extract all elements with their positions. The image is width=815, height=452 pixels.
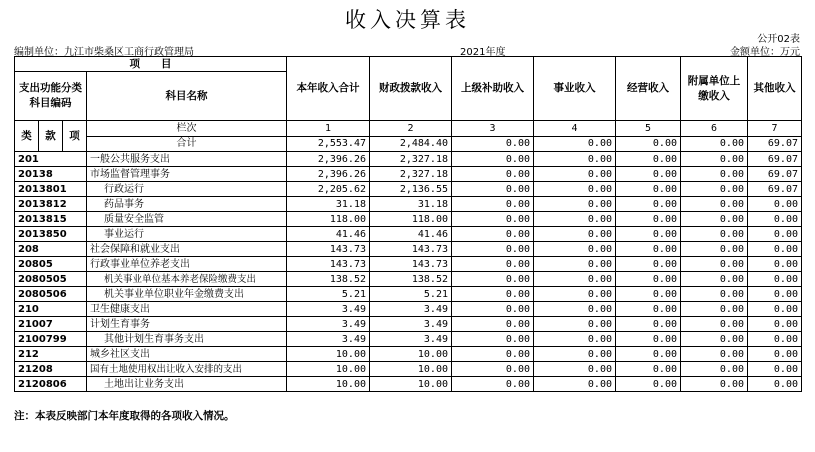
amount-cell: 0.00	[534, 317, 616, 332]
amount-cell: 10.00	[287, 377, 370, 392]
function-code: 210	[15, 302, 39, 317]
col-number-4: 4	[534, 121, 616, 137]
xiang-header: 项	[63, 121, 87, 152]
amount-cell: 0.00	[452, 362, 534, 377]
lanci-label: 栏次	[87, 121, 287, 137]
code-spacer	[39, 347, 63, 362]
total-value-3: 0.00	[452, 136, 534, 152]
amount-cell: 3.49	[287, 332, 370, 347]
col-number-6: 6	[681, 121, 748, 137]
item-group-header: 项 目	[15, 57, 287, 72]
subject-name: 质量安全监管	[87, 212, 287, 227]
function-code: 21007	[15, 317, 39, 332]
amount-cell: 0.00	[681, 212, 748, 227]
amount-cell: 0.00	[452, 332, 534, 347]
amount-cell: 0.00	[748, 317, 802, 332]
subject-name: 行政事业单位养老支出	[87, 257, 287, 272]
subject-name: 机关事业单位职业年金缴费支出	[87, 287, 287, 302]
amount-cell: 0.00	[534, 332, 616, 347]
amount-cell: 0.00	[748, 212, 802, 227]
kuan-header: 款	[39, 121, 63, 152]
code-spacer	[63, 317, 87, 332]
function-code: 2080506	[15, 287, 39, 302]
amount-cell: 41.46	[287, 227, 370, 242]
code-spacer	[39, 242, 63, 257]
amount-cell: 0.00	[748, 302, 802, 317]
amount-cell: 0.00	[534, 242, 616, 257]
amount-cell: 2,396.26	[287, 152, 370, 167]
amount-cell: 0.00	[748, 332, 802, 347]
function-code: 2013812	[15, 197, 39, 212]
amount-cell: 2,205.62	[287, 182, 370, 197]
table-row	[15, 152, 802, 167]
amount-cell: 0.00	[681, 227, 748, 242]
amount-cell: 0.00	[452, 377, 534, 392]
amount-cell: 0.00	[534, 347, 616, 362]
amount-cell: 143.73	[287, 242, 370, 257]
amount-cell: 0.00	[616, 212, 681, 227]
subject-name: 计划生育事务	[87, 317, 287, 332]
code-spacer	[39, 152, 63, 167]
function-code: 2013850	[15, 227, 39, 242]
amount-cell: 0.00	[748, 377, 802, 392]
code-spacer	[63, 302, 87, 317]
amount-cell: 0.00	[452, 212, 534, 227]
subject-name: 药品事务	[87, 197, 287, 212]
amount-cell: 10.00	[287, 347, 370, 362]
code-spacer	[63, 347, 87, 362]
amount-cell: 0.00	[616, 362, 681, 377]
amount-cell: 0.00	[681, 347, 748, 362]
amount-cell: 0.00	[616, 257, 681, 272]
header-row-1	[15, 57, 802, 72]
table-row	[15, 227, 802, 242]
amount-cell: 0.00	[616, 377, 681, 392]
amount-cell: 0.00	[534, 212, 616, 227]
table-row	[15, 332, 802, 347]
code-spacer	[63, 242, 87, 257]
amount-cell: 10.00	[287, 362, 370, 377]
amount-cell: 0.00	[452, 257, 534, 272]
col-number-3: 3	[452, 121, 534, 137]
compiling-unit: 编制单位：九江市柴桑区工商行政管理局	[14, 47, 194, 58]
amount-cell: 3.49	[287, 302, 370, 317]
code-group-header: 支出功能分类科目编码	[15, 72, 87, 121]
table-row	[15, 242, 802, 257]
code-spacer	[63, 167, 87, 182]
subject-name: 行政运行	[87, 182, 287, 197]
amount-cell: 0.00	[616, 302, 681, 317]
amount-cell: 0.00	[616, 347, 681, 362]
subject-name: 事业运行	[87, 227, 287, 242]
amount-cell: 0.00	[452, 317, 534, 332]
table-body	[15, 57, 802, 392]
table-row	[15, 362, 802, 377]
table-row	[15, 347, 802, 362]
col-number-2: 2	[370, 121, 452, 137]
total-value-2: 2,484.40	[370, 136, 452, 152]
subject-name: 其他计划生育事务支出	[87, 332, 287, 347]
amount-cell: 0.00	[616, 197, 681, 212]
table-row	[15, 167, 802, 182]
amount-cell: 143.73	[287, 257, 370, 272]
subject-name: 一般公共服务支出	[87, 152, 287, 167]
amount-cell: 0.00	[681, 197, 748, 212]
code-spacer	[63, 257, 87, 272]
function-code: 2013801	[15, 182, 39, 197]
amount-cell: 138.52	[287, 272, 370, 287]
amount-cell: 0.00	[681, 257, 748, 272]
fiscal-year: 2021年度	[460, 47, 506, 58]
amount-cell: 31.18	[370, 197, 452, 212]
amount-cell: 0.00	[452, 167, 534, 182]
amount-cell: 0.00	[616, 317, 681, 332]
report-title: 收入决算表	[345, 8, 470, 32]
amount-cell: 10.00	[370, 347, 452, 362]
amount-cell: 0.00	[748, 272, 802, 287]
amount-cell: 0.00	[534, 272, 616, 287]
amount-cell: 2,327.18	[370, 152, 452, 167]
form-code: 公开02表	[757, 34, 800, 45]
amount-cell: 2,136.55	[370, 182, 452, 197]
amount-cell: 0.00	[681, 167, 748, 182]
amount-cell: 0.00	[534, 302, 616, 317]
table-row	[15, 197, 802, 212]
table-row	[15, 287, 802, 302]
amount-cell: 0.00	[452, 197, 534, 212]
column-index-row	[15, 121, 802, 137]
function-code: 2013815	[15, 212, 39, 227]
amount-cell: 0.00	[748, 347, 802, 362]
amount-cell: 0.00	[534, 227, 616, 242]
table-row	[15, 377, 802, 392]
amount-cell: 0.00	[452, 242, 534, 257]
amount-cell: 0.00	[452, 152, 534, 167]
income-table	[14, 56, 802, 392]
amount-cell: 69.07	[748, 182, 802, 197]
col-number-1: 1	[287, 121, 370, 137]
amount-cell: 0.00	[681, 377, 748, 392]
amount-cell: 3.49	[287, 317, 370, 332]
amount-cell: 118.00	[287, 212, 370, 227]
total-value-5: 0.00	[616, 136, 681, 152]
function-code: 2120806	[15, 377, 39, 392]
amount-cell: 0.00	[681, 182, 748, 197]
amount-cell: 5.21	[287, 287, 370, 302]
amount-cell: 0.00	[748, 287, 802, 302]
amount-cell: 0.00	[748, 227, 802, 242]
total-value-1: 2,553.47	[287, 136, 370, 152]
amount-cell: 0.00	[681, 287, 748, 302]
function-code: 2100799	[15, 332, 39, 347]
total-value-4: 0.00	[534, 136, 616, 152]
amount-cell: 0.00	[452, 272, 534, 287]
amount-cell: 138.52	[370, 272, 452, 287]
amount-cell: 0.00	[616, 182, 681, 197]
header-col2: 财政拨款收入	[370, 57, 452, 121]
total-value-7: 69.07	[748, 136, 802, 152]
amount-cell: 2,327.18	[370, 167, 452, 182]
function-code: 2080505	[15, 272, 39, 287]
subject-name: 城乡社区支出	[87, 347, 287, 362]
function-code: 208	[15, 242, 39, 257]
amount-cell: 3.49	[370, 332, 452, 347]
amount-cell: 0.00	[748, 197, 802, 212]
amount-cell: 143.73	[370, 257, 452, 272]
total-label: 合计	[87, 136, 287, 152]
amount-cell: 0.00	[616, 332, 681, 347]
function-code: 20138	[15, 167, 39, 182]
subject-name: 卫生健康支出	[87, 302, 287, 317]
amount-cell: 0.00	[681, 272, 748, 287]
amount-cell: 0.00	[748, 257, 802, 272]
amount-cell: 0.00	[534, 167, 616, 182]
function-code: 20805	[15, 257, 39, 272]
amount-cell: 0.00	[616, 227, 681, 242]
amount-cell: 0.00	[681, 362, 748, 377]
amount-cell: 10.00	[370, 377, 452, 392]
function-code: 21208	[15, 362, 39, 377]
total-row	[15, 136, 802, 152]
subject-name: 土地出让业务支出	[87, 377, 287, 392]
table-row	[15, 302, 802, 317]
amount-cell: 3.49	[370, 302, 452, 317]
header-col3: 上级补助收入	[452, 57, 534, 121]
amount-cell: 0.00	[616, 152, 681, 167]
header-col1: 本年收入合计	[287, 57, 370, 121]
amount-cell: 41.46	[370, 227, 452, 242]
header-col7: 其他收入	[748, 57, 802, 121]
subject-name: 机关事业单位基本养老保险缴费支出	[87, 272, 287, 287]
amount-cell: 0.00	[681, 152, 748, 167]
amount-cell: 3.49	[370, 317, 452, 332]
subject-name: 国有土地使用权出让收入安排的支出	[87, 362, 287, 377]
amount-unit: 金额单位：万元	[730, 47, 800, 58]
amount-cell: 5.21	[370, 287, 452, 302]
subject-name-header: 科目名称	[87, 72, 287, 121]
amount-cell: 69.07	[748, 167, 802, 182]
amount-cell: 0.00	[534, 197, 616, 212]
code-spacer	[63, 152, 87, 167]
total-value-6: 0.00	[681, 136, 748, 152]
amount-cell: 0.00	[534, 182, 616, 197]
header-col6: 附属单位上缴收入	[681, 57, 748, 121]
amount-cell: 0.00	[452, 347, 534, 362]
function-code: 201	[15, 152, 39, 167]
amount-cell: 0.00	[616, 167, 681, 182]
amount-cell: 0.00	[681, 242, 748, 257]
footnote: 注：本表反映部门本年度取得的各项收入情况。	[14, 410, 235, 422]
amount-cell: 0.00	[748, 362, 802, 377]
amount-cell: 0.00	[616, 287, 681, 302]
amount-cell: 2,396.26	[287, 167, 370, 182]
function-code: 212	[15, 347, 39, 362]
amount-cell: 0.00	[452, 182, 534, 197]
amount-cell: 69.07	[748, 152, 802, 167]
subject-name: 市场监督管理事务	[87, 167, 287, 182]
amount-cell: 0.00	[534, 377, 616, 392]
table-row	[15, 317, 802, 332]
amount-cell: 10.00	[370, 362, 452, 377]
amount-cell: 143.73	[370, 242, 452, 257]
lei-header: 类	[15, 121, 39, 152]
amount-cell: 0.00	[534, 152, 616, 167]
code-spacer	[39, 302, 63, 317]
amount-cell: 0.00	[452, 302, 534, 317]
amount-cell: 0.00	[681, 302, 748, 317]
table-row	[15, 257, 802, 272]
table-row	[15, 182, 802, 197]
header-col4: 事业收入	[534, 57, 616, 121]
amount-cell: 0.00	[681, 317, 748, 332]
col-number-5: 5	[616, 121, 681, 137]
col-number-7: 7	[748, 121, 802, 137]
header-col5: 经营收入	[616, 57, 681, 121]
amount-cell: 0.00	[452, 287, 534, 302]
subject-name: 社会保障和就业支出	[87, 242, 287, 257]
amount-cell: 0.00	[452, 227, 534, 242]
code-spacer	[63, 362, 87, 377]
amount-cell: 118.00	[370, 212, 452, 227]
table-row	[15, 212, 802, 227]
table-row	[15, 272, 802, 287]
amount-cell: 0.00	[748, 242, 802, 257]
amount-cell: 0.00	[616, 272, 681, 287]
amount-cell: 0.00	[534, 362, 616, 377]
amount-cell: 0.00	[616, 242, 681, 257]
amount-cell: 31.18	[287, 197, 370, 212]
amount-cell: 0.00	[534, 257, 616, 272]
amount-cell: 0.00	[681, 332, 748, 347]
amount-cell: 0.00	[534, 287, 616, 302]
